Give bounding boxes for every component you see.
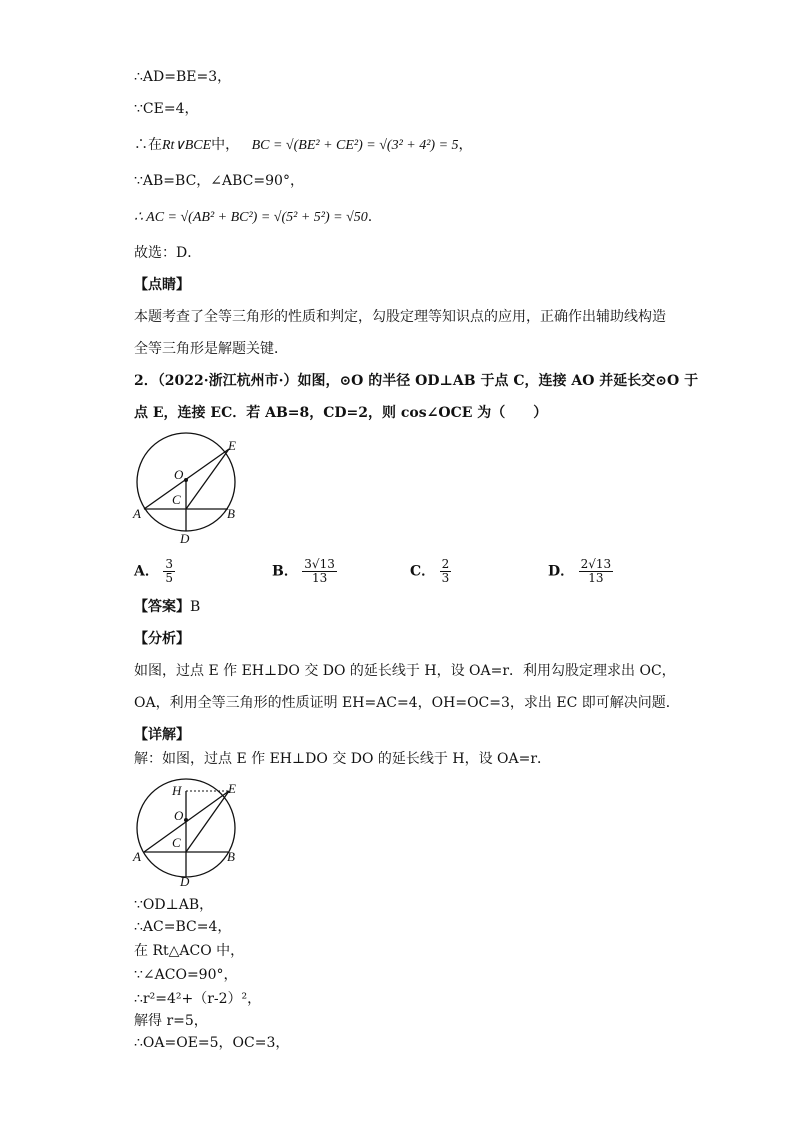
xiangjie-heading: 【详解】 bbox=[134, 727, 190, 743]
label-h: H bbox=[172, 783, 182, 798]
option-c bbox=[410, 558, 451, 585]
solution-line-5: ∴r²=4²+（r-2）²， bbox=[134, 991, 262, 1007]
option-d bbox=[548, 558, 613, 585]
step5-suffix: . bbox=[367, 209, 373, 225]
step3-formula: BC = √(BE² + CE²) = √(3² + 4²) = 5 bbox=[251, 138, 459, 153]
line-ce bbox=[186, 449, 229, 509]
step3-prefix: ∴在 bbox=[134, 137, 162, 153]
step-line-5 bbox=[134, 208, 372, 227]
option-b-letter: B． bbox=[272, 563, 298, 580]
label-o: O bbox=[174, 467, 184, 482]
center-o-dot-2 bbox=[184, 818, 188, 822]
option-b bbox=[272, 558, 337, 585]
solution-line-7: ∴OA=OE=5，OC=3， bbox=[134, 1035, 290, 1051]
solution-line-1: ∵OD⊥AB， bbox=[134, 897, 214, 913]
option-d-num: 2√13 bbox=[580, 557, 612, 571]
option-c-den: 3 bbox=[441, 571, 450, 585]
fenxi-heading: 【分析】 bbox=[134, 631, 190, 647]
line-ce-2 bbox=[186, 791, 229, 852]
step3-suffix: ， bbox=[458, 137, 473, 153]
dianjing-line-2: 全等三角形是解题关键． bbox=[134, 341, 288, 357]
step3-triangle: Rt∨BCE bbox=[162, 138, 212, 153]
question-line-1: 2．（2022·浙江杭州市·）如图，⊙O 的半径 OD⊥AB 于点 C，连接 AO 并延长交⊙O 于 bbox=[134, 373, 699, 389]
step5-formula: ∴ AC = √(AB² + BC²) = √(5² + 5²) = √50 bbox=[134, 210, 368, 225]
option-d-letter: D． bbox=[548, 563, 575, 580]
label-d-2: D bbox=[180, 874, 190, 889]
center-o-dot bbox=[184, 478, 188, 482]
option-c-num: 2 bbox=[441, 557, 450, 571]
label-d: D bbox=[180, 531, 190, 546]
step-line-1: ∴AD=BE=3， bbox=[134, 69, 232, 85]
solution-line-6: 解得 r=5， bbox=[134, 1013, 208, 1029]
fenxi-line-1: 如图，过点 E 作 EH⊥DO 交 DO 的延长线于 H，设 OA=r．利用勾股定理求出 OC， bbox=[134, 663, 676, 679]
answer-heading: 【答案】 bbox=[134, 599, 190, 615]
circle-diagram-2 bbox=[128, 778, 248, 890]
option-d-den: 13 bbox=[588, 571, 604, 585]
label-c-2: C bbox=[172, 835, 181, 850]
label-b: B bbox=[227, 506, 235, 521]
option-a-den: 5 bbox=[165, 571, 173, 585]
answer-line bbox=[134, 598, 200, 616]
answer-value: B bbox=[190, 599, 201, 615]
label-e: E bbox=[228, 438, 236, 453]
label-o-2: O bbox=[174, 808, 184, 823]
label-b-2: B bbox=[227, 849, 235, 864]
step-line-2: ∵CE=4， bbox=[134, 101, 199, 117]
question-line-2: 点 E，连接 EC．若 AB=8，CD=2，则 cos∠OCE 为（ ） bbox=[134, 405, 548, 421]
option-b-num: 3√13 bbox=[304, 557, 335, 571]
step3-mid: 中， bbox=[211, 137, 240, 153]
circle-diagram-1 bbox=[128, 432, 248, 547]
solution-line-3: 在 Rt△ACO 中， bbox=[134, 943, 245, 959]
dianjing-line-1: 本题考查了全等三角形的性质和判定，勾股定理等知识点的应用，正确作出辅助线构造 bbox=[134, 309, 666, 325]
option-c-letter: C． bbox=[410, 563, 436, 580]
option-a-letter: A． bbox=[134, 563, 159, 580]
label-e-2: E bbox=[228, 781, 236, 796]
step-line-4: ∵AB=BC，∠ABC=90°， bbox=[134, 173, 304, 189]
solution-line-4: ∵∠ACO=90°， bbox=[134, 967, 238, 983]
label-c: C bbox=[172, 492, 181, 507]
option-b-den: 13 bbox=[311, 571, 328, 585]
option-a bbox=[134, 558, 175, 585]
label-a: A bbox=[133, 506, 141, 521]
step-line-6: 故选：D． bbox=[134, 245, 202, 261]
solution-line-2: ∴AC=BC=4， bbox=[134, 919, 232, 935]
option-a-num: 3 bbox=[165, 557, 173, 571]
label-a-2: A bbox=[133, 849, 141, 864]
dianjing-heading: 【点睛】 bbox=[134, 277, 190, 293]
fenxi-line-2: OA，利用全等三角形的性质证明 EH=AC=4，OH=OC=3，求出 EC 即可解决问题． bbox=[134, 695, 680, 711]
xiangjie-line-1: 解：如图，过点 E 作 EH⊥DO 交 DO 的延长线于 H，设 OA=r． bbox=[134, 751, 552, 767]
step-line-3 bbox=[134, 136, 473, 155]
